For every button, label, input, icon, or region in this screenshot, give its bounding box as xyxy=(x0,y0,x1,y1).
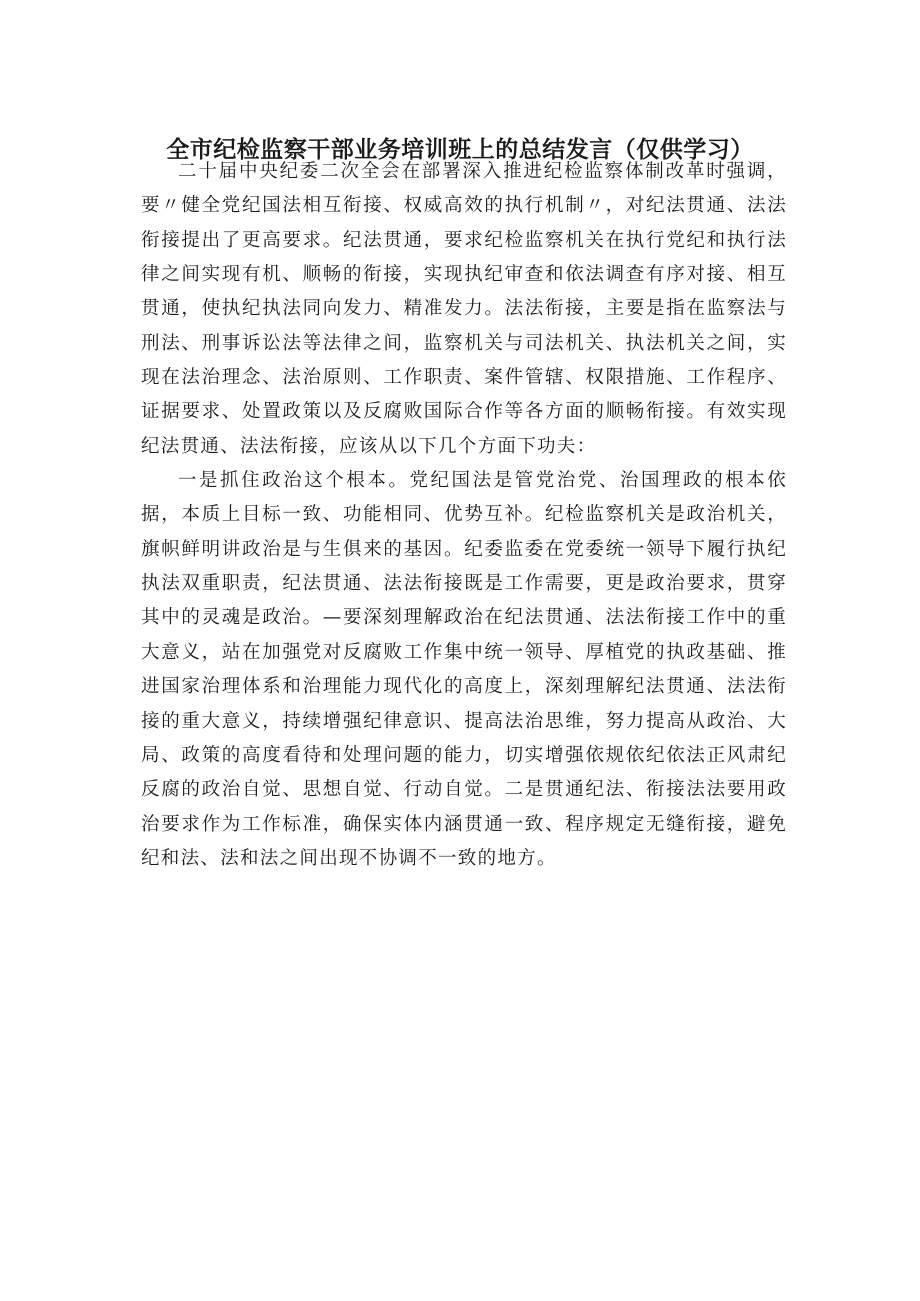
document-title: 全市纪检监察干部业务培训班上的总结发言（仅供学习） xyxy=(166,137,754,163)
paragraph-intro: 二十届中央纪委二次全会在部署深入推进纪检监察体制改革时强调，要〃健全党纪国法相互衔接、权威高效的执行机制〃，对纪法贯通、法法衔接提出了更高要求。纪法贯通，要求纪检监察机关在执行党纪和执行法律之间实现有机、顺畅的衔接，实现执纪审查和依法调查有序对接、相互贯通，使执纪执法同向发力、精准发力。法法衔接，主要是指在监察法与刑法、刑事诉讼法等法律之间，监察机关与司法机关、执法机关之间，实现在法治理念、法治原则、工作职责、案件管辖、权限措施、工作程序、证据要求、处置政策以及反腐败国际合作等各方面的顺畅衔接。有效实现纪法贯通、法法衔接，应该从以下几个方面下功夫： xyxy=(141,161,787,457)
paragraph-politics: 一是抓住政治这个根本。党纪国法是管党治党、治国理政的根本依据，本质上目标一致、功能相同、优势互补。纪检监察机关是政治机关，旗帜鲜明讲政治是与生俱来的基因。纪委监委在党委统一领导下履行执纪执法双重职责，纪法贯通、法法衔接既是工作需要，更是政治要求，贯穿其中的灵魂是政治。—要深刻理解政治在纪法贯通、法法衔接工作中的重大意义，站在加强党对反腐败工作集中统一领导、厚植党的执政基础、推进国家治理体系和治理能力现代化的高度上，深刻理解纪法贯通、法法衔接的重大意义，持续增强纪律意识、提高法治思维，努力提高从政治、大局、政策的高度看待和处理问题的能力，切实增强依规依纪依法正风肃纪反腐的政治自觉、思想自觉、行动自觉。二是贯通纪法、衔接法法要用政治要求作为工作标准，确保实体内涵贯通一致、程序规定无缝衔接，避免纪和法、法和法之间出现不协调不一致的地方。 xyxy=(141,470,787,869)
document-body xyxy=(141,155,787,876)
